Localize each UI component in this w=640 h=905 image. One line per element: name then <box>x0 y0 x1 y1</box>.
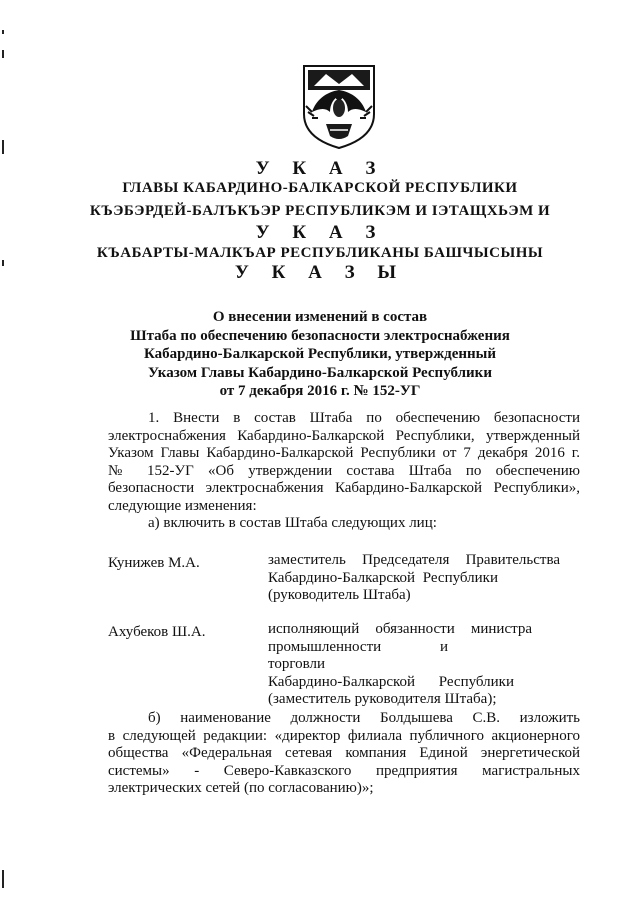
scan-margin-mark <box>2 140 4 154</box>
member-name: Кунижев М.А. <box>108 555 200 571</box>
paragraph-line: 1. Внести в состав Штаба по обеспечению безопасности <box>148 410 580 426</box>
member-role <box>268 621 560 709</box>
subject-line: Кабардино-Балкарской Республики, утвержденный <box>143 346 497 362</box>
header-line-kabardian: КЪЭБЭРДЕЙ-БАЛЪКЪЭР РЕСПУБЛИКЭМ И ІЭТАЩХЬЭМ И <box>89 203 551 219</box>
role-line: (руководитель Штаба) <box>268 587 411 603</box>
role-line: промышленности и торговли <box>268 638 448 672</box>
paragraph-line: безопасности электроснабжения Кабардино-Балкарской Республики», <box>108 480 580 496</box>
header-line-balkar: КЪАБАРТЫ-МАЛКЪАР РЕСПУБЛИКАНЫ БАШЧЫСЫНЫ <box>96 245 544 261</box>
role-line: исполняющий обязанности министра <box>268 621 532 637</box>
decree-title: У К А З <box>255 158 385 179</box>
header-line-russian: ГЛАВЫ КАБАРДИНО-БАЛКАРСКОЙ РЕСПУБЛИКИ <box>122 180 518 196</box>
paragraph-1 <box>108 410 580 533</box>
paragraph-line: электроснабжения Кабардино-Балкарской Республики, утвержденный <box>108 427 580 444</box>
paragraph-b <box>108 710 580 798</box>
role-line: (заместитель руководителя Штаба); <box>268 691 497 707</box>
scan-margin-mark <box>2 30 4 34</box>
subject-line: от 7 декабря 2016 г. № 152-УГ <box>219 383 421 399</box>
paragraph-line: Указом Главы Кабардино-Балкарской Республики от 7 декабря 2016 г. <box>108 445 580 461</box>
subject-line: Штаба по обеспечению безопасности электроснабжения <box>130 327 510 344</box>
member-name: Ахубеков Ш.А. <box>108 624 206 640</box>
decree-title-balkar: У К А З Ы <box>234 262 406 283</box>
paragraph-line: № 152-УГ «Об утверждении состава Штаба по обеспечению <box>108 462 580 479</box>
paragraph-line: общества «Федеральная сетевая компания Единой энергетической <box>108 745 580 761</box>
paragraph-line: системы» - Северо-Кавказского предприятия магистральных <box>108 762 580 779</box>
paragraph-line: б) наименование должности Болдышева С.В. изложить <box>148 710 580 726</box>
subject-line: Указом Главы Кабардино-Балкарской Республики <box>148 364 492 381</box>
coat-of-arms-emblem <box>300 62 378 150</box>
role-line: Кабардино-Балкарской Республики <box>268 673 514 690</box>
paragraph-line: электрических сетей (по согласованию)»; <box>108 780 374 796</box>
role-line: заместитель Председателя Правительства <box>268 552 560 568</box>
scan-margin-mark <box>2 50 4 58</box>
decree-title-kabardian: У К А З <box>255 222 385 243</box>
role-line: Кабардино-Балкарской Республики <box>268 569 498 586</box>
item-a-line: а) включить в состав Штаба следующих лиц: <box>148 515 437 531</box>
decree-subject <box>0 308 640 401</box>
scan-margin-mark <box>2 870 4 888</box>
paragraph-line: следующие изменения: <box>108 497 257 514</box>
subject-line: О внесении изменений в состав <box>212 309 428 325</box>
paragraph-line: в следующей редакции: «директор филиала публичного акционерного <box>108 727 580 744</box>
member-role <box>268 552 560 605</box>
